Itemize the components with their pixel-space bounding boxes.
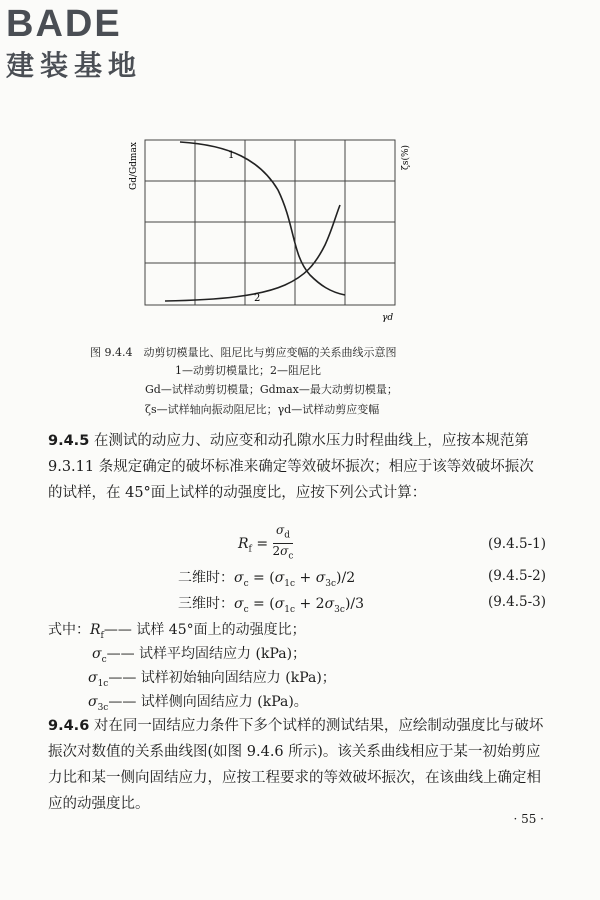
figure-9-4-4: [120, 130, 420, 340]
x-label: γd: [382, 313, 394, 323]
definition-1: 式中：$R_f——$ 试样 45°面上的动强度比；: [48, 622, 306, 641]
y-right-label: ζs(%): [401, 144, 411, 170]
figure-caption: 图 9.4.4 动剪切模量比、阻尼比与剪应变幅的关系曲线示意图: [90, 346, 397, 359]
page-number: · 55 ·: [513, 812, 544, 826]
section-9-4-6: [48, 713, 548, 817]
y-left-label: Gd/Gdmax: [129, 142, 139, 190]
equation-2-number: (9.4.5-2): [487, 568, 546, 584]
equation-3: 三维时：$\sigma_c = (\sigma_{1c} + 2\sigma_{3c})/3$: [178, 596, 365, 615]
curve1-label: 1: [228, 150, 235, 161]
legend-line-2: Gd—试样动剪切模量；Gdmax—最大动剪切模量；: [145, 383, 398, 396]
curve-modulus-ratio: [180, 142, 345, 295]
curve2-label: 2: [254, 293, 261, 304]
equation-1-number: (9.4.5-1): [487, 536, 546, 552]
definition-2: $\sigma_c——$ 试样平均固结应力 (kPa)；: [92, 646, 307, 665]
legend-line-1: 1—动剪切模量比；2—阻尼比: [175, 364, 321, 377]
definition-3: $\sigma_{1c}——$ 试样初始轴向固结应力 (kPa)；: [88, 670, 336, 689]
equation-1: $R_f$ = $\frac{\sigma_d}{2\sigma_c}$: [238, 523, 293, 565]
logo-chinese: 建装基地: [6, 49, 143, 82]
equation-2: 二维时：$\sigma_c = (\sigma_{1c} + \sigma_{3c})/2$: [178, 570, 356, 589]
logo-english: BADE: [6, 3, 122, 45]
legend-line-3: ζs—试样轴向振动阻尼比；γd—试样动剪应变幅: [145, 403, 380, 416]
section-text: 对在同一固结应力条件下多个试样的测试结果，应绘制动强度比与破坏振次对数值的关系曲线图(如图 9.4.6 所示)。该关系曲线相应于某一初始剪应力比和某一侧向固结应力，应按工程要求的等效破坏振次，在该曲线上确定相应的动强度比。: [48, 718, 544, 812]
section-9-4-5: [48, 428, 548, 506]
logo: [6, 2, 142, 84]
section-text: 在测试的动应力、动应变和动孔隙水压力时程曲线上，应按本规范第 9.3.11 条规定确定的破坏标准来确定等效破坏振次；相应于该等效破坏振次的试样，在 45°面上试样的动强度比，应按下列公式计算：: [48, 433, 534, 501]
definition-4: $\sigma_{3c}——$ 试样侧向固结应力 (kPa)。: [88, 694, 308, 713]
section-number: 9.4.6: [48, 718, 90, 734]
section-number: 9.4.5: [48, 433, 90, 449]
equation-3-number: (9.4.5-3): [487, 594, 546, 610]
curve-damping-ratio: [165, 205, 340, 301]
